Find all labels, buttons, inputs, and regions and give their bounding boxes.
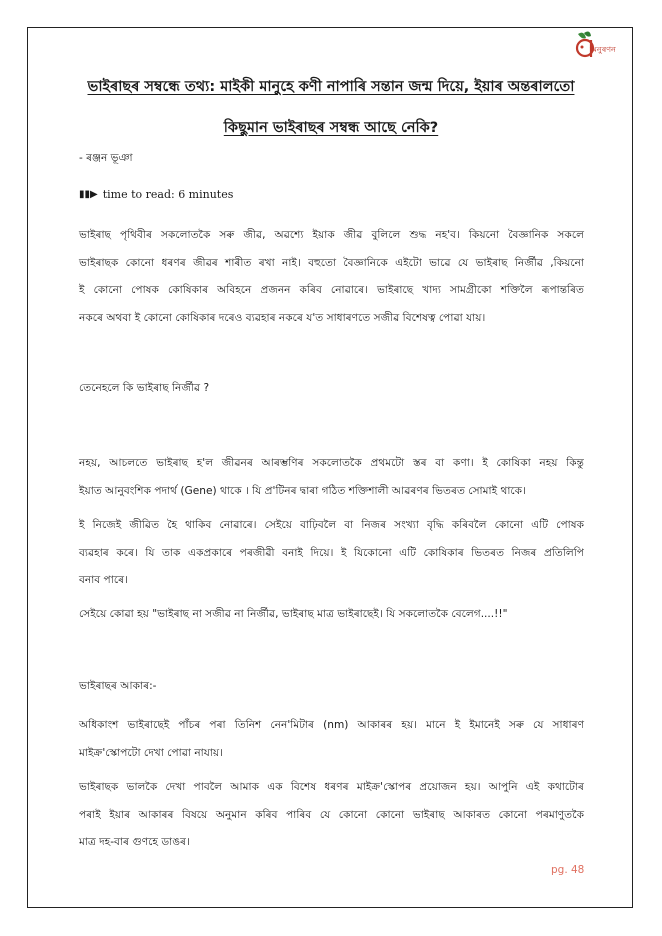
question-heading: তেনেহলে কি ভাইৰাছ নিৰ্জীৱ ? (79, 382, 210, 394)
paragraph-size (79, 712, 584, 767)
paragraph-intro (79, 222, 584, 332)
paragraph-line: ইয়াত আনুবংশিক পদাৰ্থ (Gene) থাকে । যি প্ৰ'টিনৰ দ্বাৰা গঠিত শক্তিশালী আৱৰণৰ ভিতৰত সোমাই থাকে। (79, 484, 526, 497)
paragraph-line: পৰাই ইয়াৰ আকাৰৰ বিষয়ে অনুমান কৰিব পাৰিব যে কোনো কোনো ভাইৰাছ আকাৰত কোনো পৰমাণুতকৈ (79, 808, 584, 821)
logo-text: অনুৰণন (590, 45, 616, 54)
paragraph-microscope (79, 774, 584, 857)
paragraph-explanation (79, 450, 584, 505)
paragraph-line: ভাইৰাছ পৃথিবীৰ সকলোতকৈ সৰু জীৱ, অৱশ্যে ইয়াক জীৱ বুলিলে শুদ্ধ নহ'ব। কিয়নো বৈজ্ঞানিক সকলে (79, 229, 584, 241)
book-icon: ▮▮▶ (79, 189, 98, 200)
paragraph-line: ভাইৰাছক ভালকৈ দেখা পাবলৈ আমাক এক বিশেষ ধৰণৰ মাইক্ৰ'স্কোপৰ প্ৰয়োজন হয়। আপুনি এই কথাটোৰ (79, 781, 584, 793)
paragraph-line: ব্যৱহাৰ কৰে। যি তাক একপ্ৰকাৰে পৰজীৱী বনাই দিয়ে। ই যিকোনো এটি কোষিকাৰ ভিতৰত নিজৰ প্ৰতিলিপি (79, 546, 584, 559)
read-time-text: time to read: 6 minutes (102, 188, 234, 201)
paragraph-line: নহয়, আচলতে ভাইৰাছ হ'ল জীৱনৰ আৰম্ভণিৰ সকলোতকৈ প্ৰথমটো স্তৰ বা কণা। ই কোষিকা নহয় কিন্তু (79, 457, 584, 469)
paragraph-line: মাত্ৰ দহ-বাৰ গুণহে ডাঙৰ। (79, 836, 190, 848)
paragraph-parasite (79, 512, 584, 595)
author-byline: - ৰঞ্জন ভূঞা (79, 152, 133, 164)
read-time (79, 188, 233, 201)
quote-line: সেইয়ে কোৱা হয় "ভাইৰাছ না সজীৱ না নিৰ্জীৱ, ভাইৰাছ মাত্ৰ ভাইৰাছেই। যি সকলোতকৈ বেলেগ....!!" (79, 608, 508, 620)
paragraph-line: নকৰে অথবা ই কোনো কোষিকাৰ দৰেও ব্যৱহাৰ নকৰে য'ত সাধাৰণতে সজীৱ বিশেষত্ব পোৱা যায়। (79, 311, 486, 324)
paragraph-line: ই নিজেই জীৱিত হৈ থাকিব নোৱাৰে। সেইয়ে বাঢ়িবলৈ বা নিজৰ সংখ্যা বৃদ্ধি কৰিবলৈ কোনো এটি পোষক (79, 519, 584, 531)
paragraph-line: অধিকাংশ ভাইৰাছেই পাঁচৰ পৰা তিনিশ নেন'মিটাৰ (nm) আকাৰৰ হয়। মানে ই ইমানেই সৰু যে সাধাৰণ (79, 719, 584, 731)
paragraph-line: ই কোনো পোষক কোষিকাৰ অবিহনে প্ৰজনন কৰিব নোৱাৰে। ভাইৰাছে খাদ্য সামগ্ৰীকো শক্তিলৈ ৰূপান্তৰিত (79, 284, 584, 296)
article-title-line-1: ভাইৰাছৰ সম্বন্ধে তথ্য: মাইকী মানুহে কণী নাপাৰি সন্তান জন্ম দিয়ে, ইয়াৰ অন্তৰালতো (87, 79, 575, 95)
article-title-line-2: কিছুমান ভাইৰাছৰ সম্বন্ধ আছে নেকি? (223, 120, 439, 136)
paragraph-line: বনাব পাৰে। (79, 574, 128, 586)
paragraph-line: ভাইৰাছক কোনো ধৰণৰ জীৱৰ শাৰীত ৰখা নাই। বহুতো বৈজ্ঞানিকে এইটো ভাৱে যে ভাইৰাছ নিৰ্জীৱ ,কিয়নো (79, 256, 584, 269)
section-heading-size: ভাইৰাছৰ আকাৰ:- (79, 680, 157, 692)
page-number: pg. 48 (551, 864, 585, 876)
paragraph-line: মাইক্ৰ'স্কোপটো দেখা পোৱা নাযায়। (79, 746, 223, 759)
